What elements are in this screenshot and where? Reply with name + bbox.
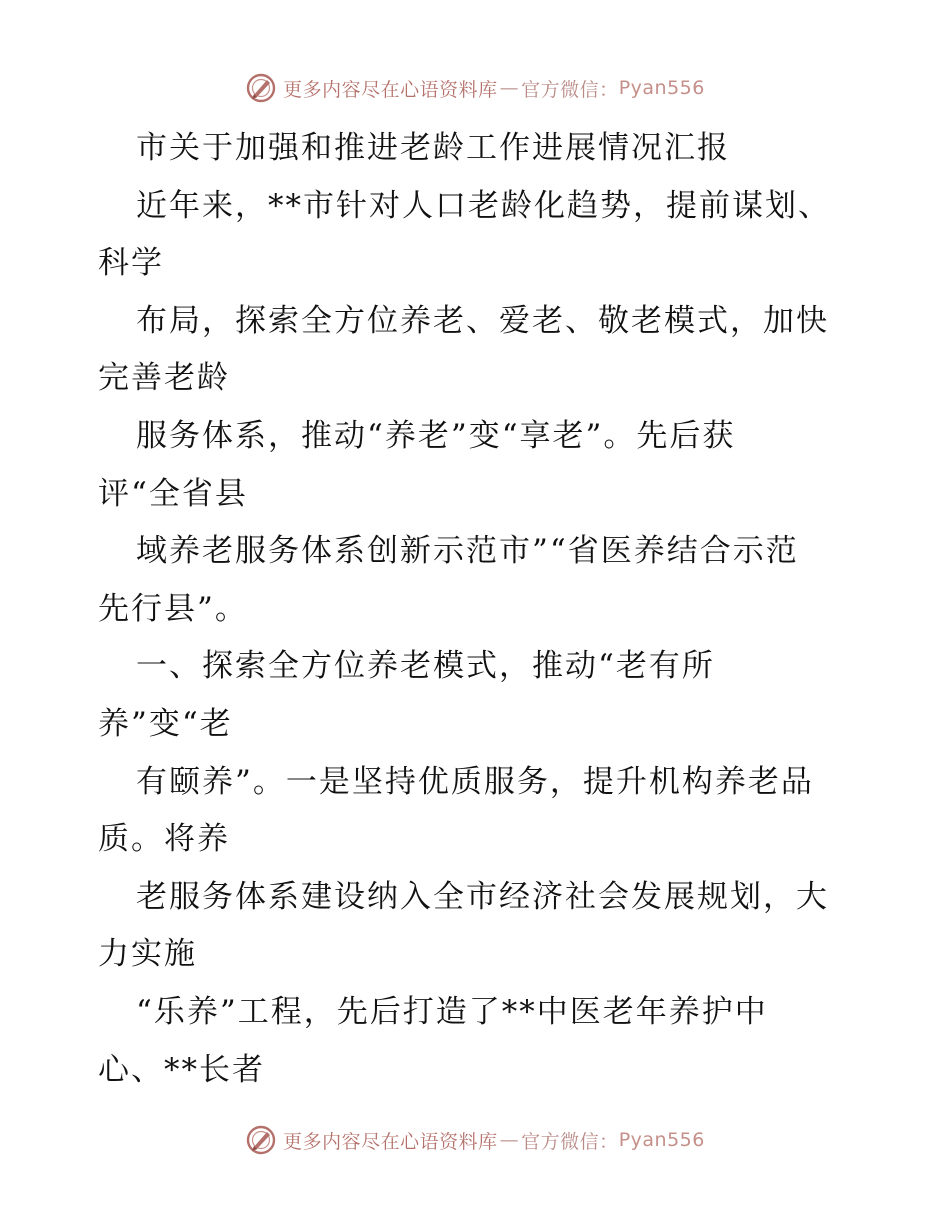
text-line: 心、**长者: [98, 1051, 265, 1088]
text-line: 评“全省县: [98, 475, 248, 512]
watermark-dash: —: [499, 1129, 520, 1151]
text-line: 先行县”。: [98, 590, 248, 627]
text-line: 老服务体系建设纳入全市经济社会发展规划，大: [136, 878, 829, 915]
text-line: 质。将养: [98, 821, 230, 858]
watermark-wechat-label: 官方微信：: [521, 78, 619, 101]
text-line: 近年来，**市针对人口老龄化趋势，提前谋划、: [136, 187, 831, 224]
text-line: “乐养”工程，先后打造了**中医老年养护中: [136, 993, 768, 1030]
watermark-wechat-id: Pyan556: [618, 77, 705, 99]
text-line: 力实施: [98, 936, 197, 973]
watermark-wechat-label: 官方微信：: [521, 1130, 619, 1153]
text-line: 服务体系，推动“养老”变“享老”。先后获: [136, 417, 736, 454]
watermark-dash: —: [499, 77, 520, 99]
text-line: 有颐养”。一是坚持优质服务，提升机构养老品: [136, 763, 814, 800]
document-body: [98, 120, 858, 1099]
section-heading-line: 一、探索全方位养老模式，推动“老有所: [136, 648, 715, 685]
footer-watermark: [0, 1124, 950, 1156]
text-line: 养”变“老: [98, 705, 233, 742]
quill-circle-icon: [245, 72, 277, 104]
document-title: 市关于加强和推进老龄工作进展情况汇报: [136, 130, 730, 166]
watermark-main-text: 更多内容尽在心语资料库: [283, 1130, 498, 1153]
watermark-main-text: 更多内容尽在心语资料库: [283, 78, 498, 101]
text-line: 布局，探索全方位养老、爱老、敬老模式，加快: [136, 302, 829, 339]
text-line: 科学: [98, 245, 164, 282]
watermark-wechat-id: Pyan556: [618, 1129, 705, 1151]
quill-circle-icon: [245, 1124, 277, 1156]
header-watermark: [0, 72, 950, 104]
text-line: 域养老服务体系创新示范市”“省医养结合示范: [136, 533, 799, 570]
text-line: 完善老龄: [98, 360, 230, 397]
